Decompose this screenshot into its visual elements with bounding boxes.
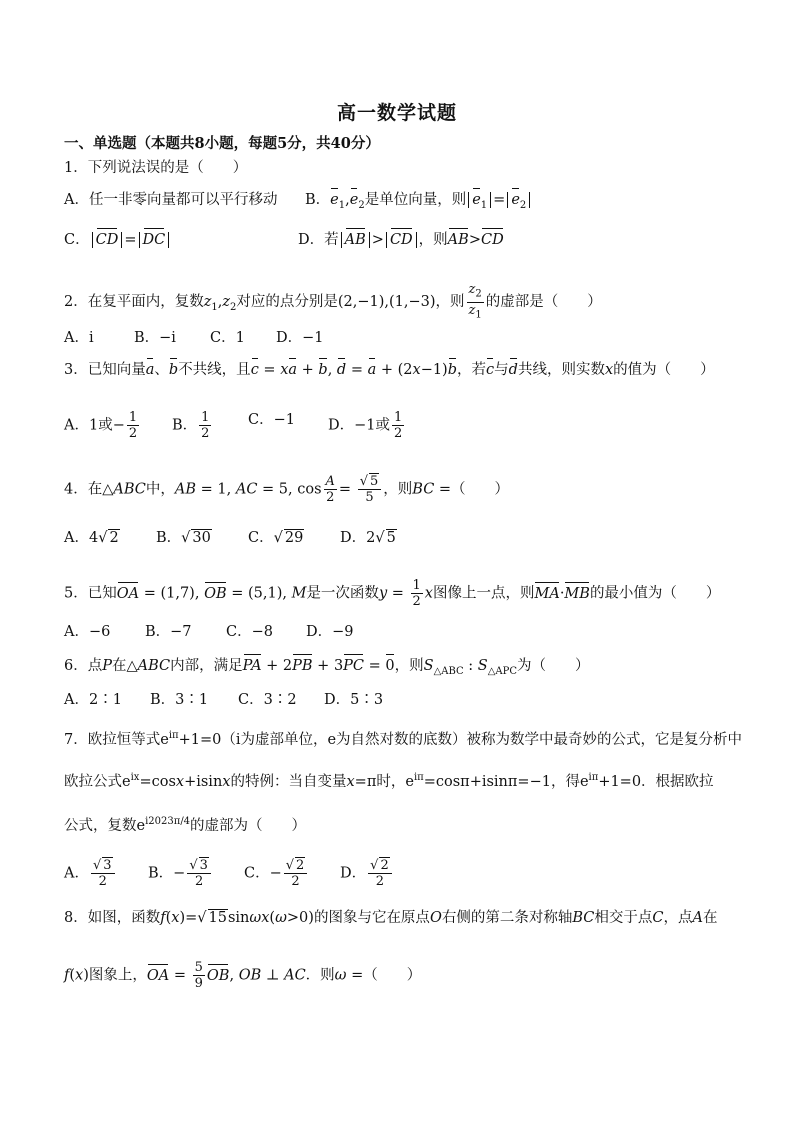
q5-option-c: C．−8 xyxy=(226,624,273,640)
question-8-stem-line-2: f(x)图象上，OA = $\frac{5}{9}$ OB, OB ⊥ AC．则ω =（ ） xyxy=(64,960,422,991)
question-6-stem: 6．点P在△ABC内部，满足PA + 2PB + 3PC = 0，则$S_{\triangle ABC}$ : $S_{\triangle APC}$为（ ） xyxy=(64,658,590,677)
question-3-stem: 3．已知向量a、b不共线，且c = xa + b, d = a + (2x−1)b，若c与d共线，则实数x的值为（ ） xyxy=(64,362,715,378)
q7-option-c: C．− $\frac{√ 2}{2}$ xyxy=(244,858,309,889)
q5-option-a: A．−6 xyxy=(64,624,111,640)
q2-option-d: D．−1 xyxy=(276,330,324,346)
q6-option-a: A．2∶1 xyxy=(64,692,122,708)
q2-option-a: A．i xyxy=(64,330,94,346)
question-7-stem-line-1: 7．欧拉恒等式$e^{i\pi}+1=0(i$为虚部单位，e为自然对数的底数）被称为数学中最奇妙的公式，它是复分析中 xyxy=(64,730,743,748)
question-1-stem: 1．下列说法误的是（ ） xyxy=(64,160,248,176)
q6-option-b: B．3∶1 xyxy=(150,692,209,708)
q1-option-b: B．$e_1,e_2$是单位向量，则 $e_1 = e_2$ xyxy=(305,190,532,216)
q1-option-a: A．任一非零向量都可以平行移动 xyxy=(64,192,278,208)
q7-option-b: B．− $\frac{√ 3}{2}$ xyxy=(148,858,213,889)
page-title: 高一数学试题 xyxy=(336,102,457,124)
q4-option-b: B．√ 30 xyxy=(156,530,211,546)
q7-option-d: D． $\frac{√ 2}{2}$ xyxy=(340,858,394,889)
q1-option-d: D．若 AB > CD ，则AB>CD xyxy=(298,232,504,248)
question-7-stem-line-3: 公式，复数$e^{i2023\pi/4}$的虚部为（ ） xyxy=(64,816,307,834)
q4-option-a: A．4√ 2 xyxy=(64,530,119,546)
q2-option-c: C．1 xyxy=(210,330,245,346)
question-2-stem: 2．在复平面内，复数$z_1,z_2$对应的点分别是(2,−1),(1,−3)，则 $\frac{z_2}{z_1}$ 的虚部是（ ） xyxy=(64,282,602,321)
q4-option-d: D．2√ 5 xyxy=(340,530,396,546)
q6-option-c: C．3∶2 xyxy=(238,692,297,708)
question-5-stem: 5．已知OA = (1,7), OB = (5,1), M是一次函数y = $\frac{1}{2}$ x图像上一点，则MA·MB的最小值为（ ） xyxy=(64,578,721,609)
question-8-stem-line-1: 8．如图，函数f(x)=√ 15sinωx(ω>0)的图象与它在原点O右侧的第二条对称轴BC相交于点C，点A在 xyxy=(64,910,718,926)
q3-option-d: D．−1或 $\frac{1}{2}$ xyxy=(328,410,403,441)
section-heading: 一、单选题（本题共8小题，每题5分，共40分） xyxy=(64,135,380,152)
q3-option-c: C．−1 xyxy=(248,412,295,428)
question-4-stem: 4．在△ABC中，AB = 1, AC = 5, cos $\frac{A}{2}$ = $\frac{√ 5}{5}$ ，则BC =（ ） xyxy=(64,474,510,505)
q3-option-a: A．1或− $\frac{1}{2}$ xyxy=(64,410,138,441)
q5-option-d: D．−9 xyxy=(306,624,354,640)
q1-option-c: C． CD = DC xyxy=(64,230,171,250)
q6-option-d: D．5∶3 xyxy=(324,692,384,708)
question-7-stem-line-2: 欧拉公式$e^{ix}=\cos x+isinx$的特例：当自变量x=π时，$e^{i\pi}=\cos\pi+isin\pi=-1$，得$e^{i\pi}+1=0$．根据欧拉 xyxy=(64,772,714,790)
q4-option-c: C．√ 29 xyxy=(248,530,304,546)
q2-option-b: B．−i xyxy=(134,330,176,346)
q3-option-b: B． $\frac{1}{2}$ xyxy=(172,410,210,441)
q7-option-a: A． $\frac{√ 3}{2}$ xyxy=(64,858,117,889)
q5-option-b: B．−7 xyxy=(145,624,192,640)
